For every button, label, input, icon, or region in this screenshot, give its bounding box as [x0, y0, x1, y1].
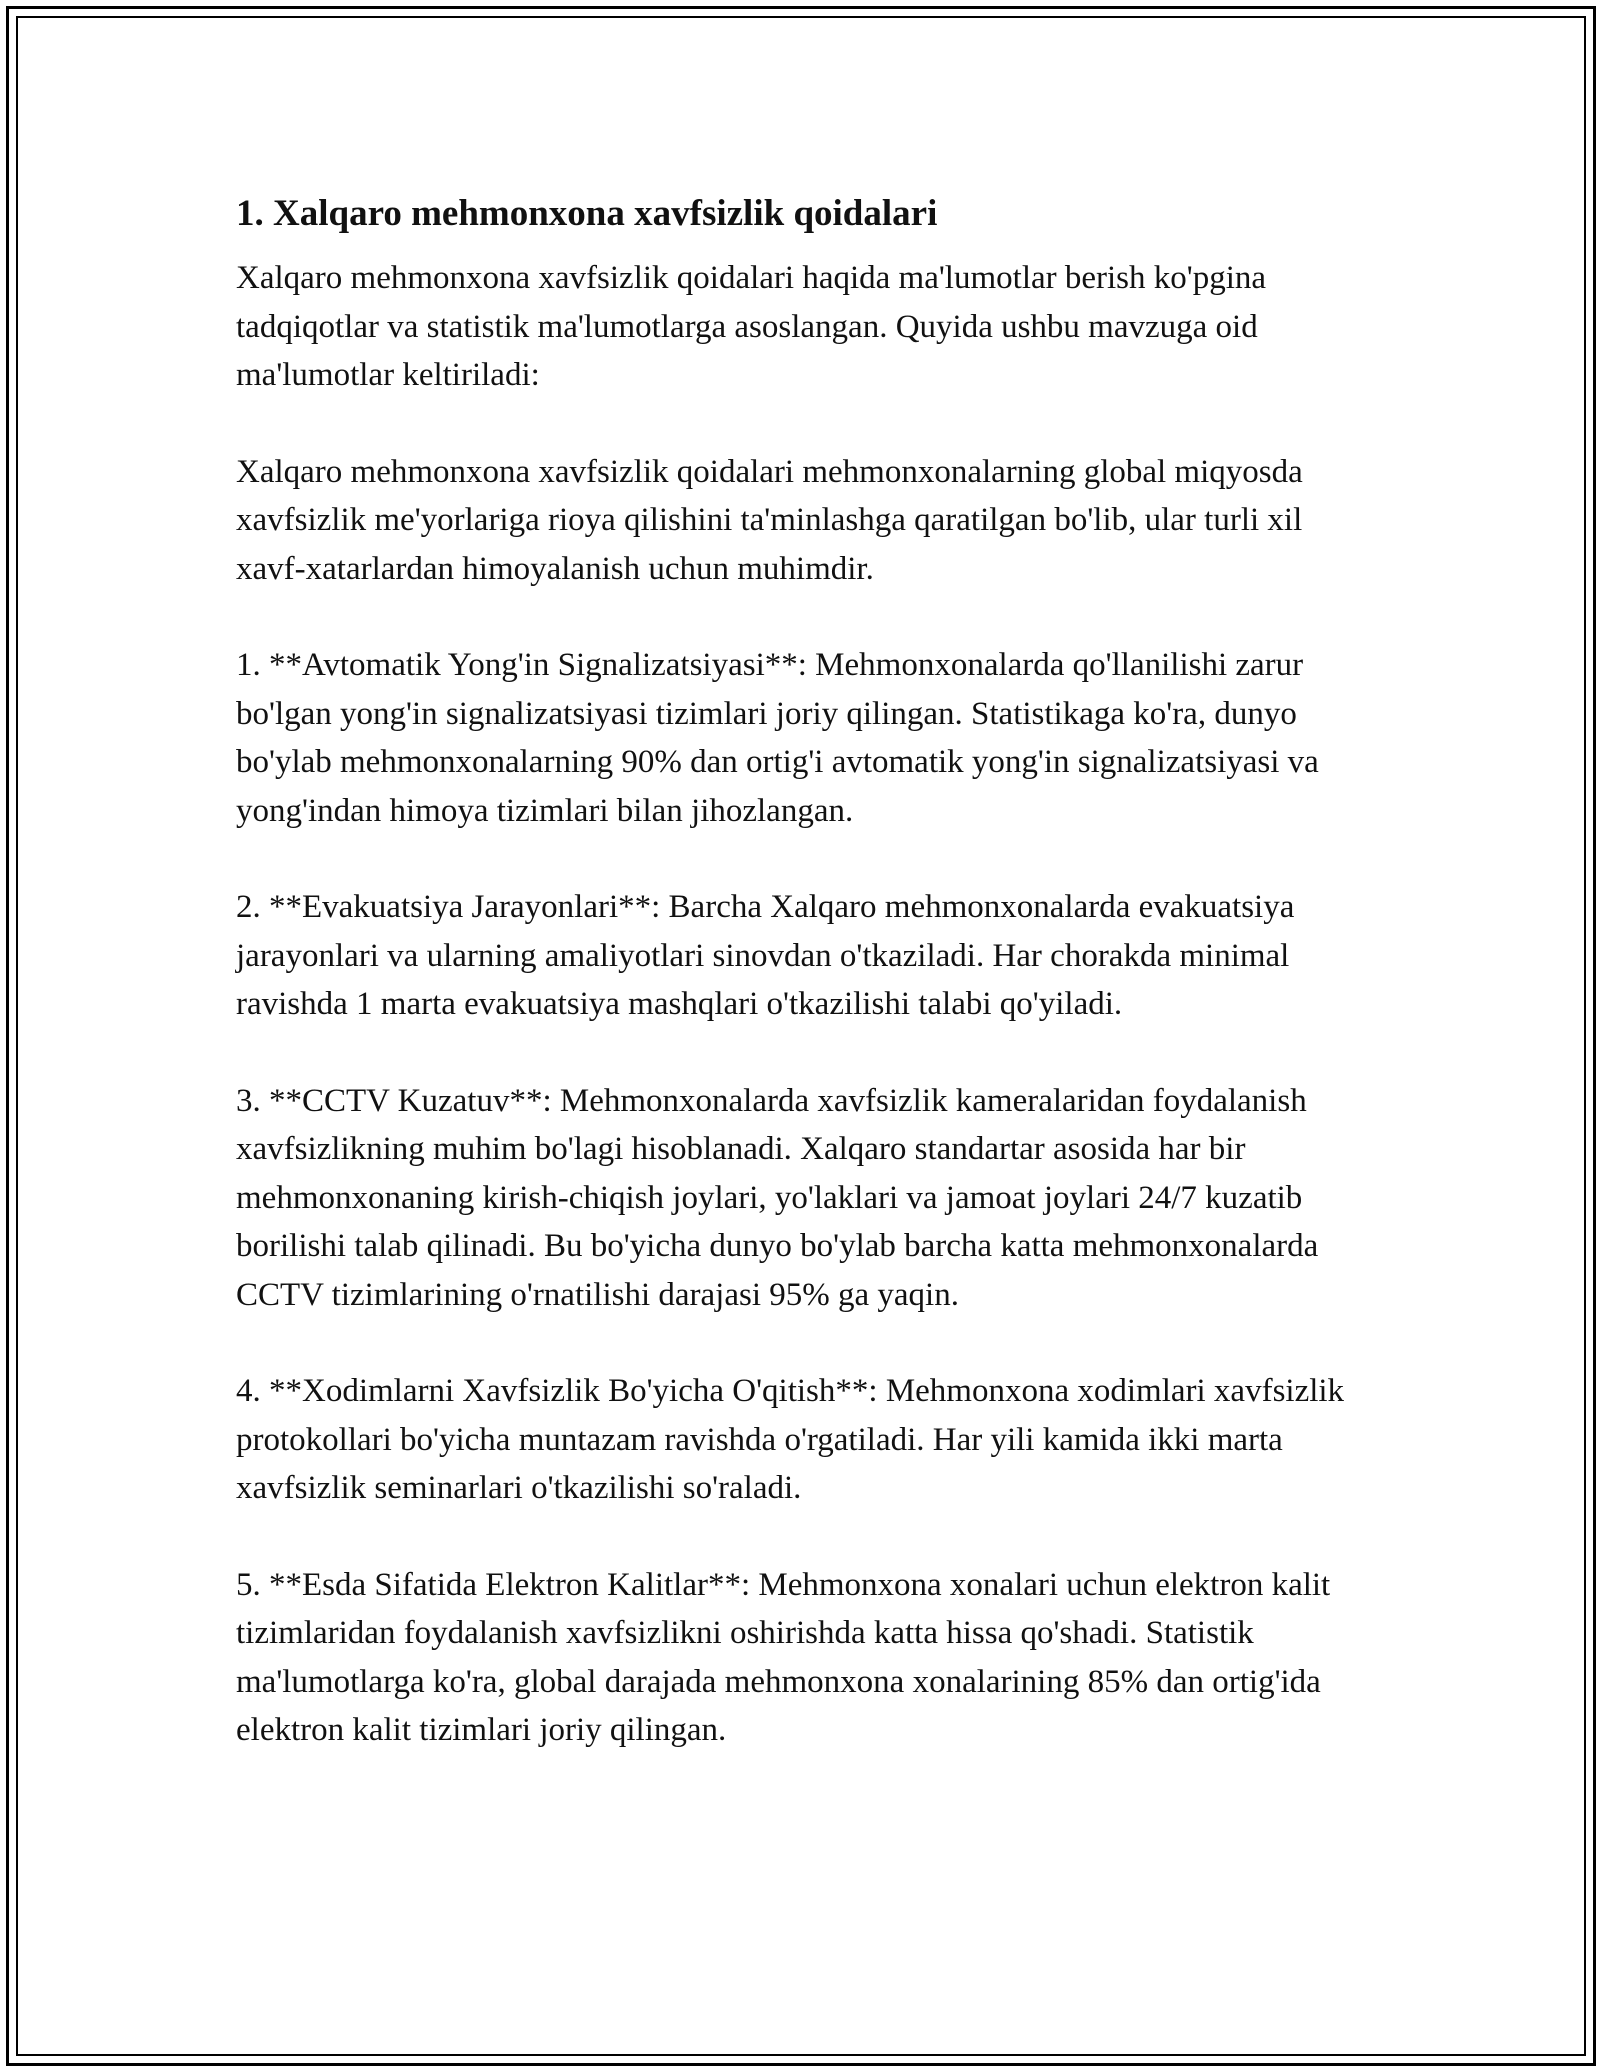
document-title: 1. Xalqaro mehmonxona xavfsizlik qoidalari — [236, 193, 938, 234]
electronic-keys-paragraph: 5. **Esda Sifatida Elektron Kalitlar**: Mehmonxona xonalari uchun elektron kalit tizimlaridan foydalanish xavfsizlikni oshirishda katta hissa qo'shadi. Statistik ma'lumotlarga ko'ra, global darajada mehmonxona xonalarining 85% dan ortig'ida elektron kalit tizimlari joriy qilingan. — [236, 1566, 1331, 1748]
intro-paragraph: Xalqaro mehmonxona xavfsizlik qoidalari haqida ma'lumotlar berish ko'pgina tadqiqotlar va statistik ma'lumotlarga asoslangan. Quyida ushbu mavzuga oid ma'lumotlar keltiriladi: — [236, 260, 1267, 393]
cctv-paragraph: 3. **CCTV Kuzatuv**: Mehmonxonalarda xavfsizlik kameralaridan foydalanish xavfsizlikning muhim bo'lagi hisoblanadi. Xalqaro standartar asosida har bir mehmonxonaning kirish-chiqish joylari, yo'laklari va jamoat joylari 24/7 kuzatib borilishi talab qilinadi. Bu bo'yicha dunyo bo'ylab barcha katta mehmonxonalarda CCTV tizimlarining o'rnatilishi darajasi 95% ga yaqin. — [236, 1082, 1319, 1313]
fire-alarm-paragraph: 1. **Avtomatik Yong'in Signalizatsiyasi**: Mehmonxonalarda qo'llanilishi zarur bo'lgan yong'in signalizatsiyasi tizimlari joriy qilingan. Statistikaga ko'ra, dunyo bo'ylab mehmonxonalarning 90% dan ortig'i avtomatik yong'in signalizatsiyasi va yong'indan himoya tizimlari bilan jihozlangan. — [236, 647, 1319, 829]
document-body — [236, 188, 1371, 1803]
overview-paragraph: Xalqaro mehmonxona xavfsizlik qoidalari mehmonxonalarning global miqyosda xavfsizlik me'yorlariga rioya qilishini ta'minlashga qaratilgan bo'lib, ular turli xil xavf-xatarlardan himoyalanish uchun muhimdir. — [236, 453, 1303, 587]
evacuation-paragraph: 2. **Evakuatsiya Jarayonlari**: Barcha Xalqaro mehmonxonalarda evakuatsiya jarayonlari va ularning amaliyotlari sinovdan o'tkaziladi. Har chorakda minimal ravishda 1 marta evakuatsiya mashqlari o'tkazilishi talabi qo'yiladi. — [236, 889, 1295, 1022]
staff-training-paragraph: 4. **Xodimlarni Xavfsizlik Bo'yicha O'qitish**: Mehmonxona xodimlari xavfsizlik protokollari bo'yicha muntazam ravishda o'rgatiladi. Har yili kamida ikki marta xavfsizlik seminarlari o'tkazilishi so'raladi. — [236, 1373, 1345, 1506]
